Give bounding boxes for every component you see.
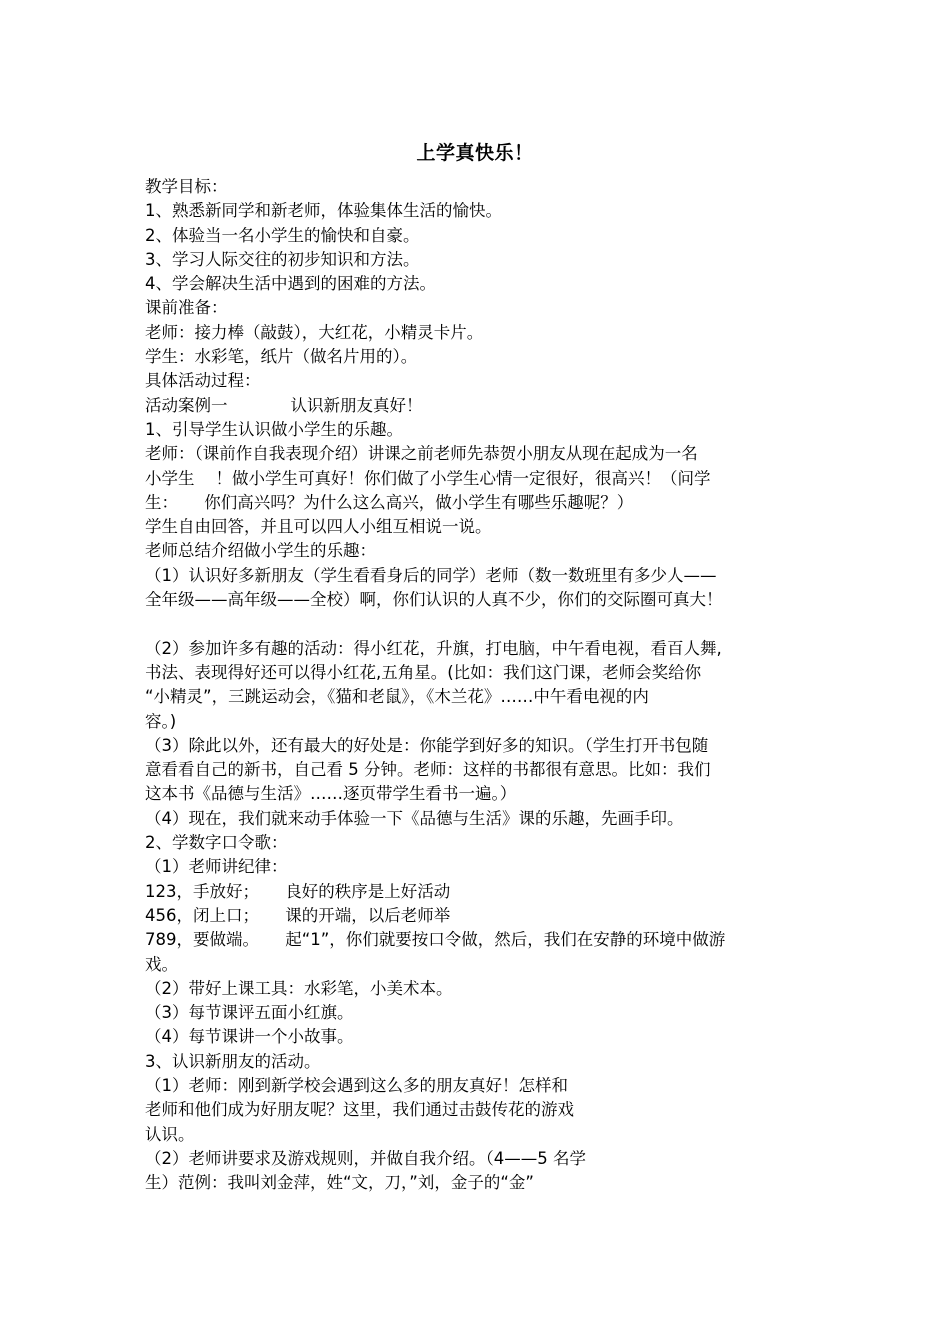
text-line: 书法、表现得好还可以得小红花,五角星。(比如：我们这门课，老师会奖给你	[145, 662, 702, 682]
text-line: 容。)	[145, 711, 177, 731]
text-line: 老师总结介绍做小学生的乐趣：	[145, 541, 376, 561]
text-line: （1）老师：刚到新学校会遇到这么多的朋友真好！怎样和	[145, 1075, 568, 1095]
text-line: （1）认识好多新朋友（学生看看身后的同学）老师（数一数班里有多少人——	[145, 565, 717, 585]
text-line: （1）老师讲纪律：	[145, 857, 288, 877]
text-line: 123，手放好； 良好的秩序是上好活动	[145, 881, 451, 901]
text-line: 学生：水彩笔，纸片（做名片用的）。	[145, 347, 418, 367]
text-line: 2、体验当一名小学生的愉快和自豪。	[145, 225, 420, 245]
blank-line	[145, 612, 817, 636]
text-line: 具体活动过程：	[145, 371, 261, 391]
text-line: 这本书《品德与生活》……逐页带学生看书一遍。）	[145, 784, 517, 804]
text-line: 3、学习人际交往的初步知识和方法。	[145, 249, 420, 269]
text-line: 教学目标：	[145, 177, 228, 196]
text-line: 认识。	[145, 1124, 195, 1144]
text-line: （3）除此以外，还有最大的好处是：你能学到好多的知识。（学生打开书包随	[145, 735, 709, 755]
text-line: 全年级——高年级——全校）啊，你们认识的人真不少，你们的交际圈可真大！	[145, 590, 723, 610]
text-line: 老师和他们成为好朋友呢？这里，我们通过击鼓传花的游戏	[145, 1100, 574, 1120]
text-line: 老师：接力棒（敲鼓），大红花，小精灵卡片。	[145, 322, 484, 342]
page-title: 上学真快乐！	[416, 142, 534, 164]
text-line: 456，闭上口； 课的开端，以后老师举	[145, 905, 451, 925]
text-line: 课前准备：	[145, 298, 228, 318]
text-line: （2）带好上课工具：水彩笔，小美术本。	[145, 978, 453, 998]
document-body	[145, 175, 817, 1195]
text-line: 1、引导学生认识做小学生的乐趣。	[145, 419, 403, 439]
text-line: 789，要做端。 起“1”，你们就要按口令做，然后，我们在安静的环境中做游	[145, 930, 726, 950]
text-line: 活动案例一 认识新朋友真好！	[145, 395, 423, 415]
text-line: 意看看自己的新书，自己看 5 分钟。老师：这样的书都很有意思。比如：我们	[145, 760, 711, 780]
text-line: （2）参加许多有趣的活动：得小红花，升旗，打电脑，中午看电视，看百人舞,	[145, 638, 722, 658]
text-line: 1、熟悉新同学和新老师，体验集体生活的愉快。	[145, 201, 502, 221]
text-line: 学生自由回答，并且可以四人小组互相说一说。	[145, 517, 492, 537]
text-line: 4、学会解决生活中遇到的困难的方法。	[145, 274, 436, 294]
text-line: “小精灵”，三跳运动会，《猫和老鼠》，《木兰花》……中午看电视的内	[145, 687, 649, 707]
text-line: 生）范例：我叫刘金萍，姓“文，刀，”刘，金子的“金”	[145, 1173, 534, 1193]
text-line: 小学生 ！做小学生可真好！你们做了小学生心情一定很好，很高兴！（问学	[145, 468, 711, 488]
text-line: 3、认识新朋友的活动。	[145, 1051, 321, 1071]
text-line: 老师：（课前作自我表现介绍）讲课之前老师先恭贺小朋友从现在起成为一名	[145, 444, 698, 464]
text-line: 戏。	[145, 954, 178, 974]
text-line: （2）老师讲要求及游戏规则，并做自我介绍。（4——5 名学	[145, 1148, 586, 1168]
text-line: （4）每节课讲一个小故事。	[145, 1027, 354, 1047]
text-line: （4）现在，我们就来动手体验一下《品德与生活》课的乐趣，先画手印。	[145, 808, 684, 828]
text-line: 2、学数字口令歌：	[145, 833, 288, 853]
text-line: 生： 你们高兴吗？为什么这么高兴，做小学生有哪些乐趣呢？）	[145, 492, 634, 512]
text-line: （3）每节课评五面小红旗。	[145, 1003, 354, 1023]
